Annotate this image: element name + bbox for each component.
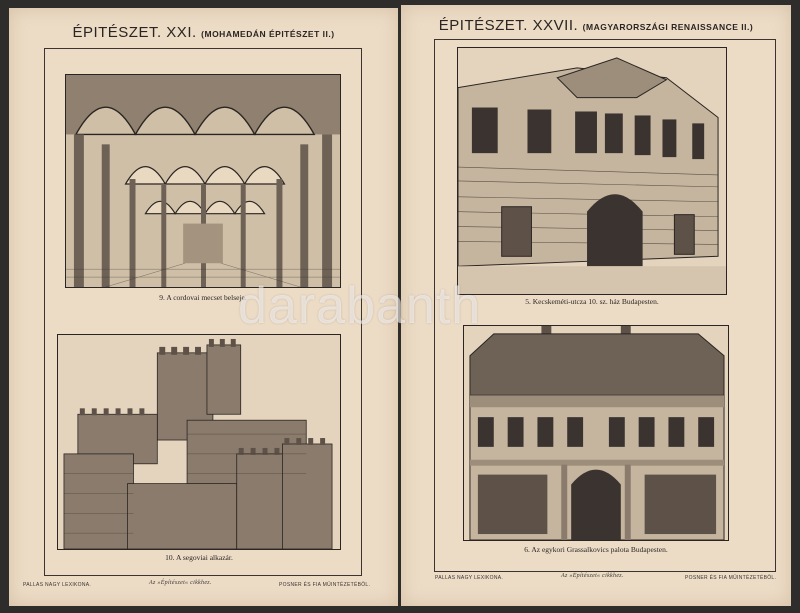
plate-9-caption: 9. A cordovai mecset belseje. [159,293,247,302]
left-title-sub: (MOHAMEDÁN ÉPITÉSZET II.) [201,29,335,39]
plate-5-caption: 5. Kecskeméti-utcza 10. sz. ház Budapesten. [525,297,659,306]
left-sheet-title [9,24,398,42]
left-footer-publisher: PALLAS NAGY LEXIKONA. [23,582,92,588]
plate-10-caption: 10. A segoviai alkazár. [165,553,233,562]
right-sheet [401,5,791,606]
right-title-sub: (MAGYARORSZÁGI RENAISSANCE II.) [582,22,754,32]
plate-6-caption: 6. Az egykori Grassalkovics palota Budapesten. [524,545,668,554]
right-footer-reference: Az »Építészet« cikkhez. [561,573,624,579]
segovia-alcazar-engraving [57,334,341,550]
grassalkovich-palace-engraving [463,325,729,541]
left-footer-printer: POSNER ÉS FIA MŰINTÉZETÉBŐL. [279,582,371,588]
right-sheet-title [401,17,791,35]
right-footer-printer: POSNER ÉS FIA MŰINTÉZETÉBŐL. [685,575,777,581]
left-sheet [9,8,398,606]
left-footer-reference: Az »Építészet« cikkhez. [149,580,212,586]
right-title-main: ÉPITÉSZET. XXVII. [438,17,579,34]
kecskemeti-house-engraving [457,47,727,295]
right-footer-publisher: PALLAS NAGY LEXIKONA. [435,575,504,581]
cordoba-mosque-engraving [65,74,341,288]
watermark-text: darabanth [238,277,482,335]
left-title-main: ÉPITÉSZET. XXI. [72,24,197,41]
